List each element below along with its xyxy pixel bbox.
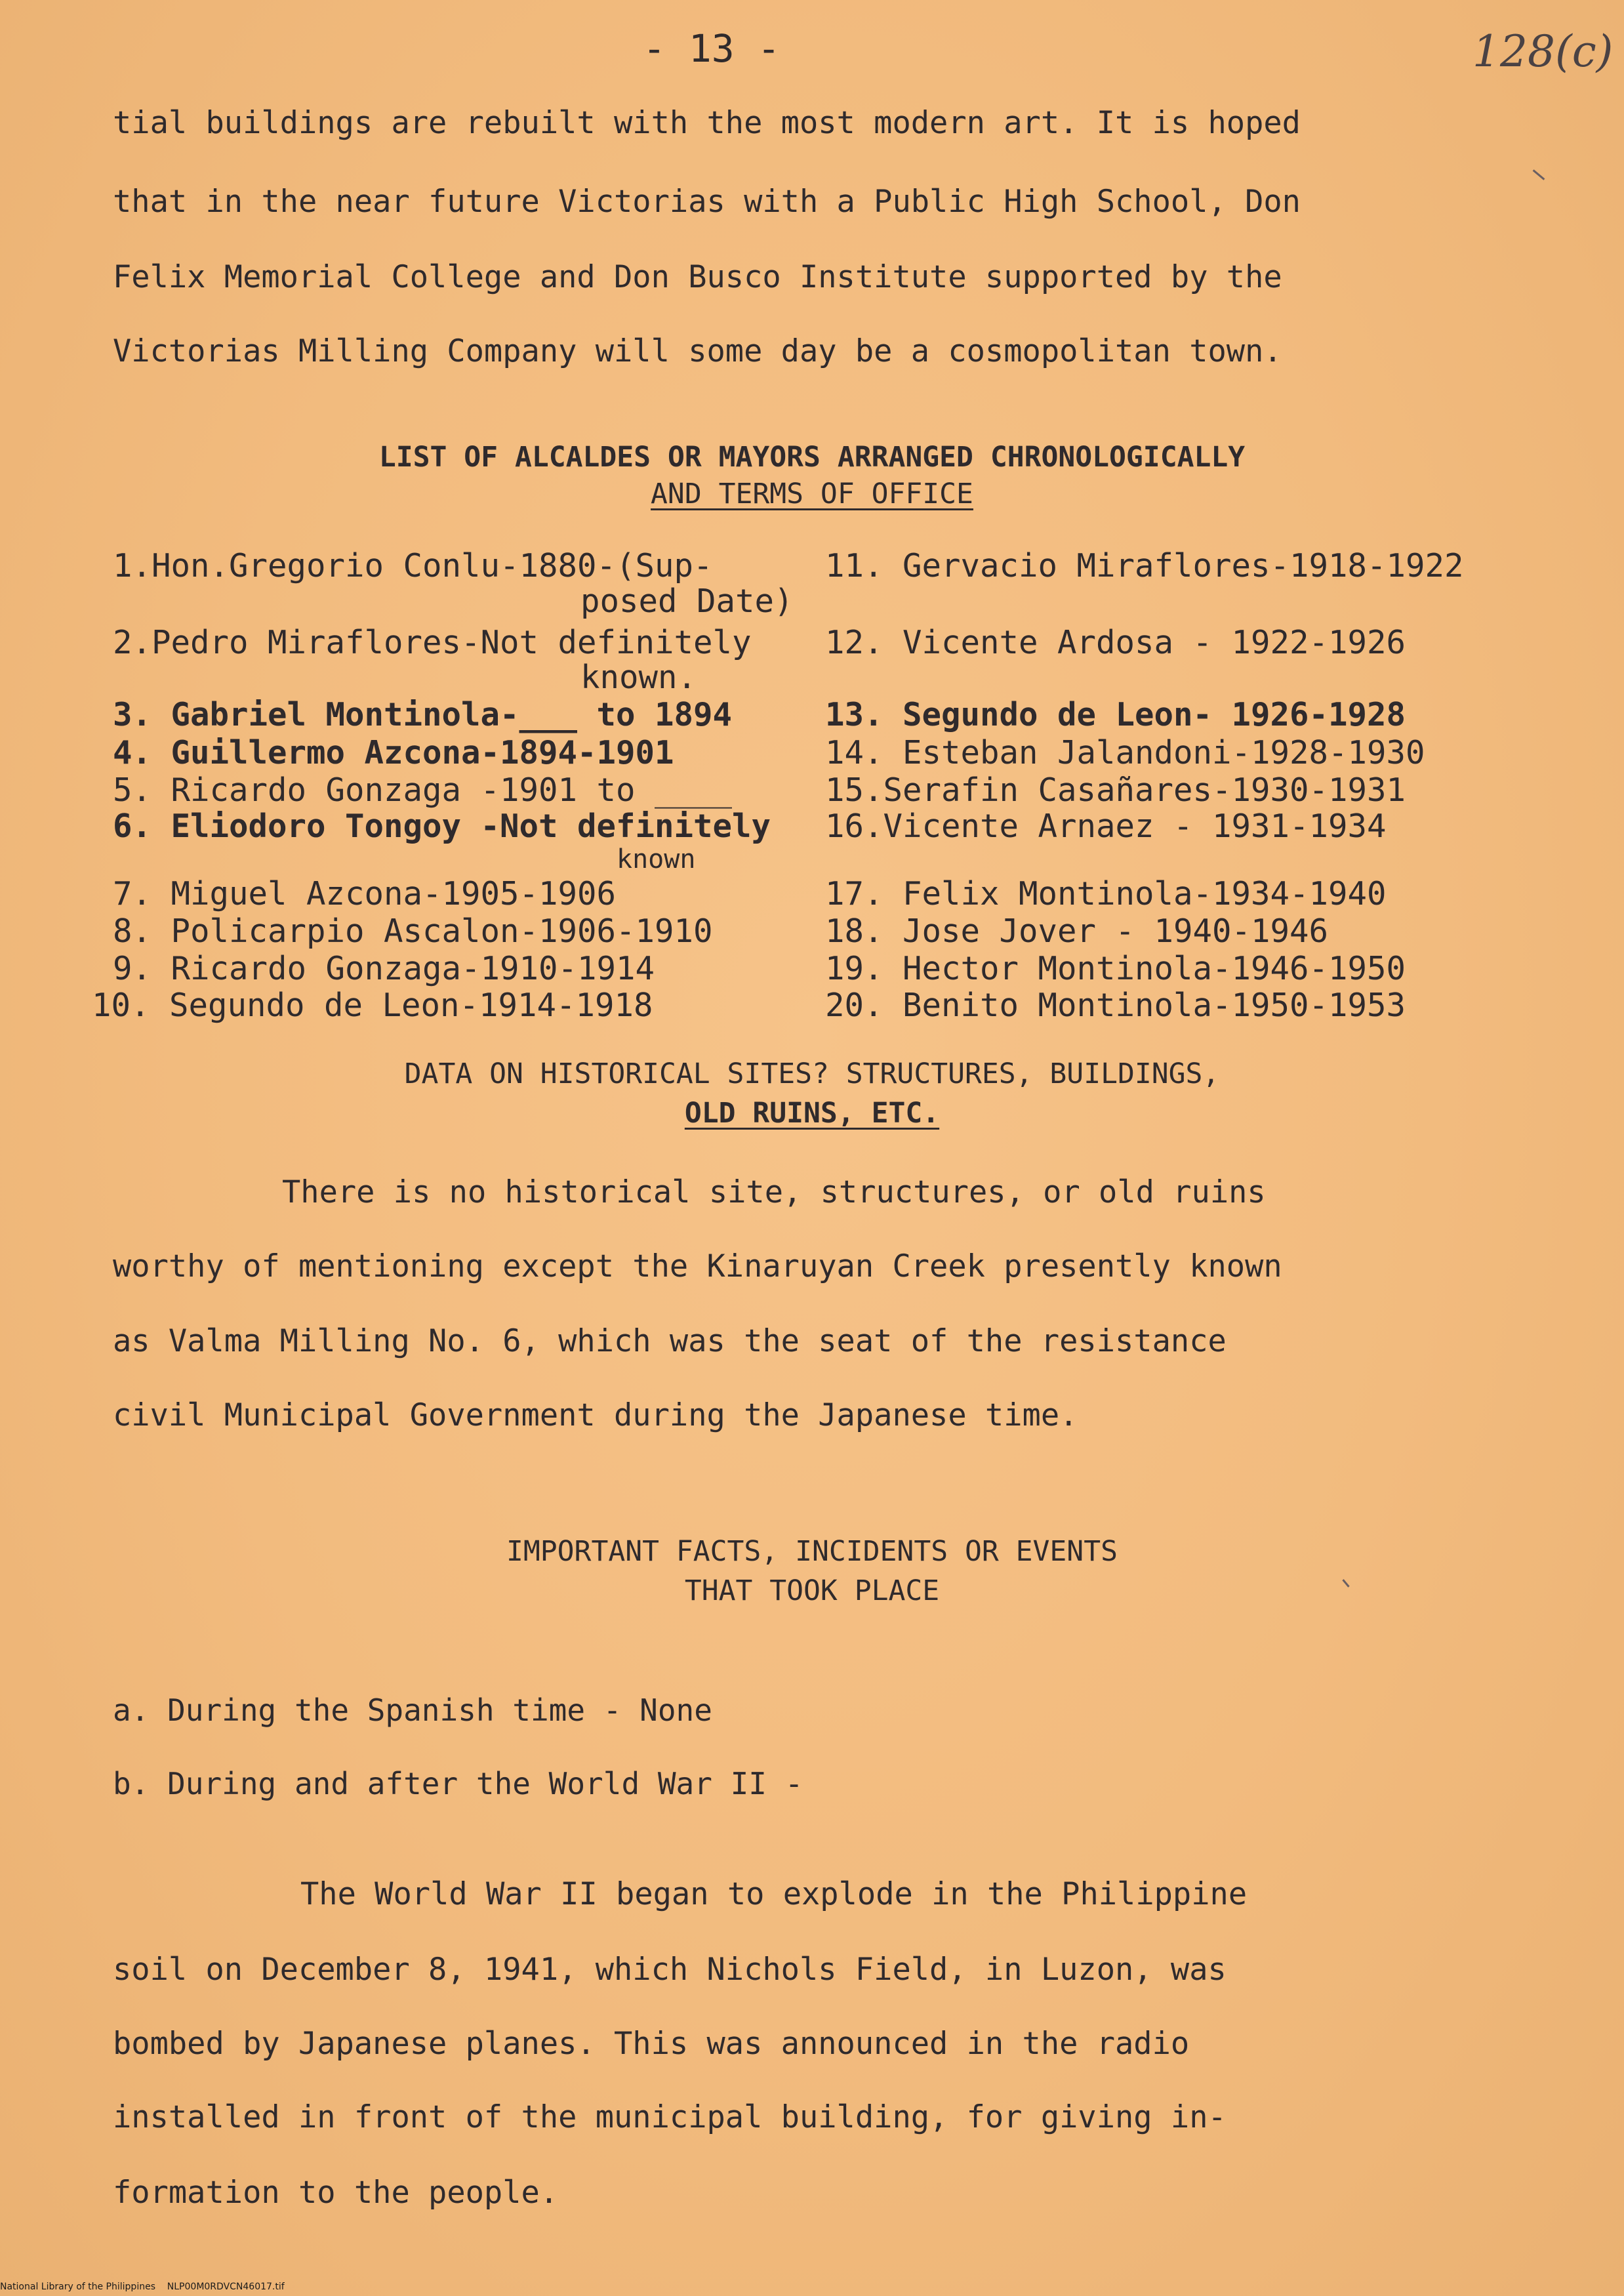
mayor-entry: 11. Gervacio Miraflores-1918-1922 [825, 547, 1464, 584]
mayor-entry: 4. Guillermo Azcona-1894-1901 [113, 734, 674, 771]
war-line: soil on December 8, 1941, which Nichols Field, in Luzon, was [113, 1952, 1227, 1988]
mayor-entry: 15.Serafin Casañares-1930-1931 [825, 771, 1406, 809]
handwritten-page-note: 128(c) [1472, 26, 1614, 77]
sites-line: civil Municipal Government during the Japanese time. [113, 1397, 1078, 1433]
sites-line: There is no historical site, structures, or old ruins [282, 1174, 1266, 1210]
mayor-entry: 19. Hector Montinola-1946-1950 [825, 950, 1406, 987]
mayor-entry: 5. Ricardo Gonzaga -1901 to ____ [113, 771, 733, 809]
facts-item-ww2: b. During and after the World War II - [113, 1766, 803, 1801]
war-line: formation to the people. [113, 2175, 559, 2211]
sites-line: worthy of mentioning except the Kinaruyan Creek presently known [113, 1248, 1282, 1284]
mayor-entry: 20. Benito Montinola-1950-1953 [825, 987, 1406, 1024]
mayor-entry: 12. Vicente Ardosa - 1922-1926 [825, 624, 1406, 661]
mayor-entry: 9. Ricardo Gonzaga-1910-1914 [113, 950, 655, 987]
sites-line: as Valma Milling No. 6, which was the seat of the resistance [113, 1323, 1227, 1359]
mayors-heading-line2: AND TERMS OF OFFICE [651, 478, 973, 510]
mayor-entry: 3. Gabriel Montinola-___ to 1894 [113, 696, 733, 733]
mayor-entry: 8. Policarpio Ascalon-1906-1910 [113, 912, 713, 950]
mayor-entry: 6. Eliodoro Tongoy -Not definitely [113, 808, 771, 845]
archive-footer: National Library of the Philippines NLP00M0RDVCN46017.tif [0, 2282, 285, 2292]
mayor-entry: 10. Segundo de Leon-1914-1918 [92, 987, 653, 1024]
mayors-heading-line1: LIST OF ALCALDES OR MAYORS ARRANGED CHRONOLOGICALLY [378, 441, 1246, 474]
facts-heading-line1: IMPORTANT FACTS, INCIDENTS OR EVENTS [506, 1535, 1118, 1568]
mayor-entry: 16.Vicente Arnaez - 1931-1934 [825, 808, 1387, 845]
mayor-entry: 2.Pedro Miraflores-Not definitely [113, 624, 752, 661]
mayor-entry: 14. Esteban Jalandoni-1928-1930 [825, 734, 1425, 771]
page-number: - 13 - [643, 26, 781, 71]
mayor-entry: 13. Segundo de Leon- 1926-1928 [825, 696, 1406, 733]
mayor-entry: 7. Miguel Azcona-1905-1906 [113, 875, 617, 912]
intro-line: tial buildings are rebuilt with the most modern art. It is hoped [113, 105, 1301, 141]
intro-line: that in the near future Victorias with a Public High School, Don [113, 184, 1301, 220]
intro-line: Felix Memorial College and Don Busco Institute supported by the [113, 259, 1282, 295]
war-line: The World War II began to explode in the Philippine [300, 1876, 1248, 1912]
sites-heading-line2: OLD RUINS, ETC. [684, 1097, 940, 1130]
mayor-entry-continuation: known. [580, 659, 697, 696]
mayor-entry-continuation: posed Date) [580, 583, 794, 620]
war-line: installed in front of the municipal building, for giving in- [113, 2099, 1227, 2135]
war-line: bombed by Japanese planes. This was announced in the radio [113, 2026, 1190, 2062]
sites-heading-line1: DATA ON HISTORICAL SITES? STRUCTURES, BUILDINGS, [404, 1057, 1220, 1090]
stray-mark [1533, 169, 1545, 180]
facts-item-spanish: a. During the Spanish time - None [113, 1692, 712, 1728]
mayor-entry: 18. Jose Jover - 1940-1946 [825, 912, 1329, 950]
mayor-entry-continuation: known [617, 844, 696, 874]
mayor-entry: 1.Hon.Gregorio Conlu-1880-(Sup- [113, 547, 713, 584]
facts-heading-line2: THAT TOOK PLACE [684, 1574, 940, 1607]
intro-line: Victorias Milling Company will some day be a cosmopolitan town. [113, 333, 1282, 369]
mayor-entry: 17. Felix Montinola-1934-1940 [825, 875, 1387, 912]
